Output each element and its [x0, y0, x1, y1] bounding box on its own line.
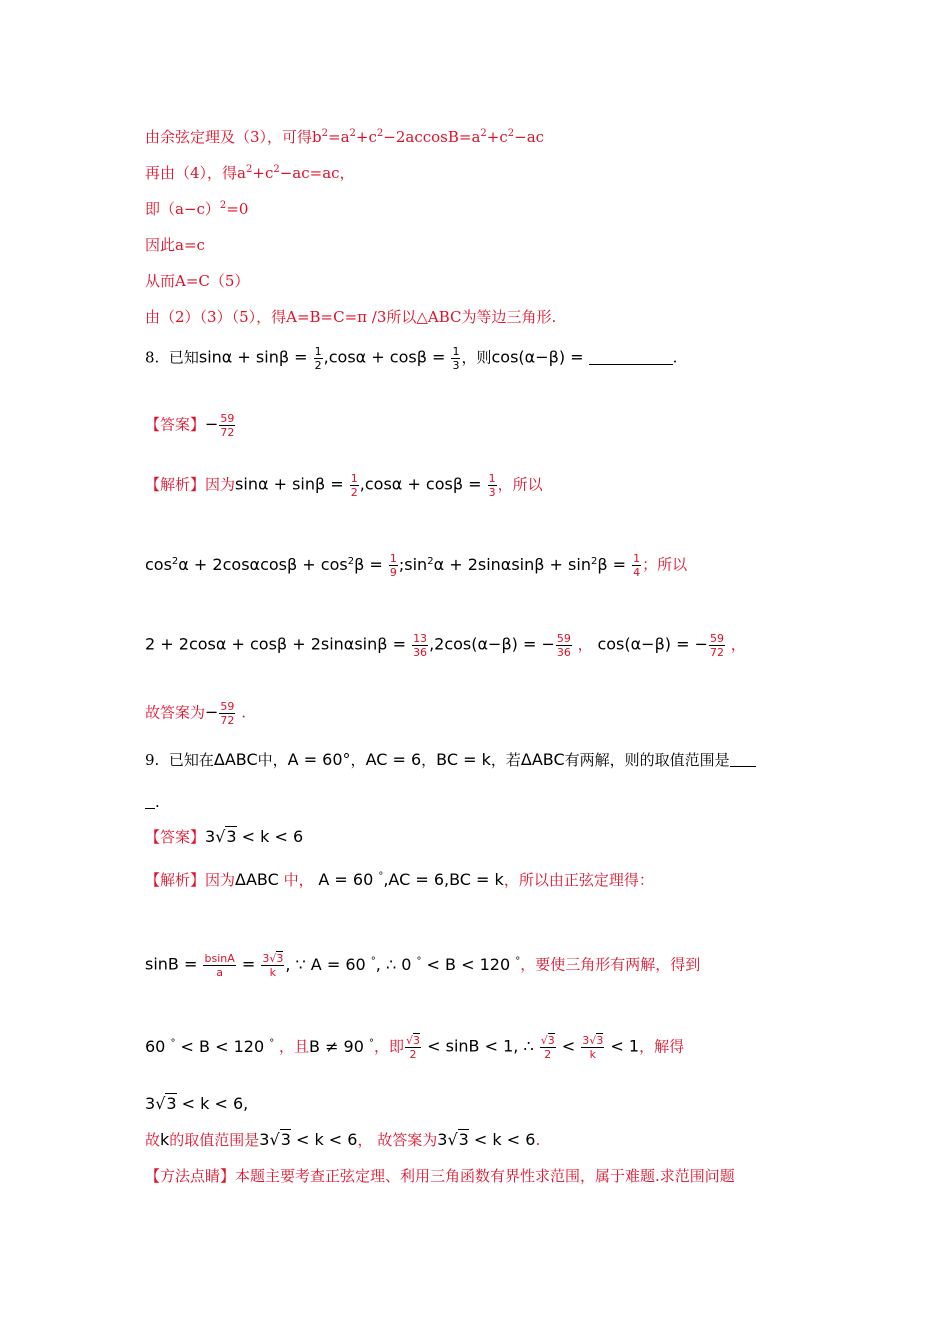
answer-blank	[589, 350, 673, 365]
fraction: $\frac{3√3}{k}$	[582, 1034, 604, 1061]
fraction: $\frac{3√3}{k}$	[262, 952, 284, 979]
solution-line-6: 由（2）（3）（5），得A=B=C=π /3所以△ABC为等边三角形.	[145, 308, 557, 326]
fraction: $\frac{√3}{2}$	[406, 1034, 421, 1061]
fraction: $\frac{√3}{2}$	[540, 1034, 555, 1061]
fraction: $\frac{1}{3}$	[452, 345, 460, 372]
answer-8: 【答案】− $\frac{59}{72}$	[145, 412, 235, 439]
analysis-8-line-2: $\cos^2\alpha + 2\cos\alpha\cos\beta + \cos^2\beta$ = $\frac{1}{9}$ $;\sin^2\alpha + 2\sin\alpha\sin\beta + \sin^2\beta$ = $\frac{1}{4}$ ；所以	[145, 552, 688, 579]
method-tip-9: 【方法点睛】本题主要考查正弦定理、利用三角函数有界性求范围，属于难题.求范围问题	[145, 1167, 735, 1185]
question-9: 9. 已知在ΔABC中，A = 60°，AC = 6，BC = k，若ΔABC有两解，则的取值范围是	[145, 750, 756, 770]
fraction: $\frac{1}{3}$	[488, 472, 496, 499]
analysis-8-line-3: 2 + 2cosα + cosβ + 2sinαsinβ = $\frac{13}{36}$ ,2cos(α−β) = − $\frac{59}{36}$ ， cos(α−β) = − $\frac{59}{72}$ ，	[145, 632, 746, 659]
analysis-9-line-4: 3√3 < k < 6,	[145, 1094, 249, 1113]
solution-line-1: 由余弦定理及（3），可得$b^2=a^2+c^2-2accosB=a^2+c^2-ac$	[145, 128, 545, 146]
answer-blank	[730, 752, 756, 767]
analysis-9-line-2: sinB = $\frac{bsinA}{a}$ = $\frac{3√3}{k}$ , ∵ A = 60 °, ∴ 0 ° < B < 120 °，要使三角形有两解，得到	[145, 952, 701, 979]
analysis-9-line-3: 60 ° < B < 120 ° ，且B ≠ 90 °，即 $\frac{√3}{2}$ < sinB < 1, ∴ $\frac{√3}{2}$ < $\frac{3√3}{k}$ < 1，解得	[145, 1034, 685, 1061]
solution-line-4: 因此a=c	[145, 236, 205, 254]
fraction: $\frac{bsinA}{a}$	[204, 952, 235, 979]
question-8: 8. 已知sinα + sinβ = $\frac{1}{2}$ ,cosα + cosβ = $\frac{1}{3}$ ，则cos(α−β) = .	[145, 345, 678, 372]
fraction: $\frac{59}{72}$	[220, 700, 235, 727]
fraction: $\frac{59}{36}$	[556, 632, 571, 659]
fraction: $\frac{1}{4}$	[633, 552, 641, 579]
solution-line-2: 再由（4），得$a^2+c^2-ac=ac$，	[145, 164, 355, 182]
solution-line-5: 从而A=C（5）	[145, 272, 250, 290]
analysis-9-line-1: 【解析】因为ΔABC 中， A = 60 °,AC = 6,BC = k，所以由正弦定理得：	[145, 870, 654, 889]
question-9-wrap: .	[145, 792, 160, 812]
fraction: $\frac{1}{2}$	[314, 345, 322, 372]
answer-9: 【答案】3√3 < k < 6	[145, 827, 304, 846]
fraction: $\frac{1}{2}$	[350, 472, 358, 499]
analysis-9-line-5: 故k的取值范围是3√3 < k < 6， 故答案为3√3 < k < 6.	[145, 1130, 541, 1149]
analysis-8-line-1: 【解析】因为sinα + sinβ = $\frac{1}{2}$ ,cosα + cosβ = $\frac{1}{3}$ ，所以	[145, 472, 543, 499]
answer-blank	[145, 794, 155, 809]
fraction: $\frac{13}{36}$	[413, 632, 428, 659]
solution-line-3: 即$(a-c)^2=0$	[145, 200, 249, 218]
fraction: $\frac{59}{72}$	[220, 412, 235, 439]
fraction: $\frac{1}{9}$	[389, 552, 397, 579]
fraction: $\frac{59}{72}$	[710, 632, 725, 659]
analysis-8-line-4: 故答案为− $\frac{59}{72}$ .	[145, 700, 246, 727]
